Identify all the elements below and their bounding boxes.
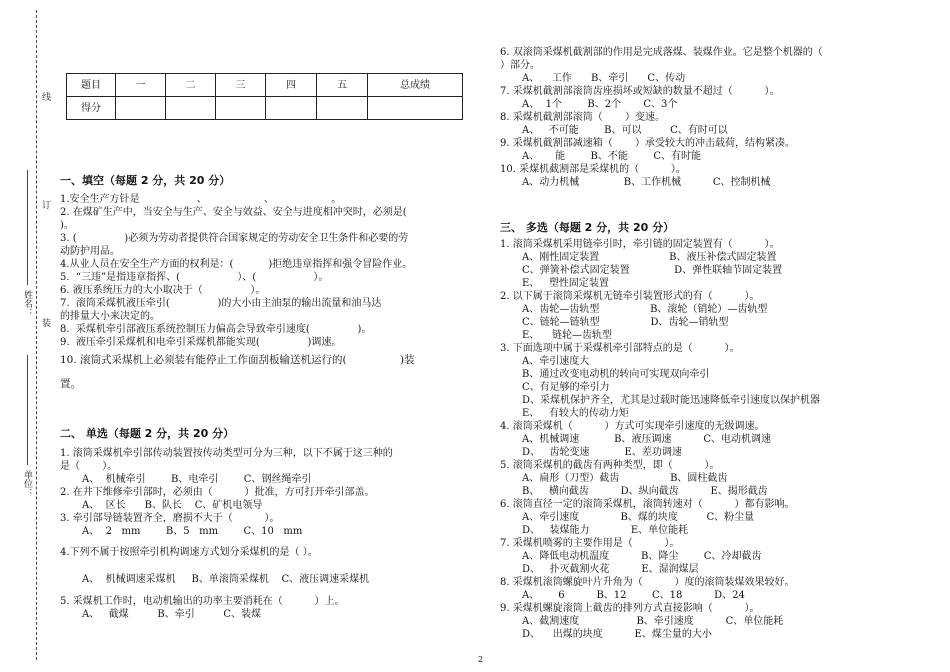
score-cell[interactable] xyxy=(166,97,216,120)
section3-option: D、 出煤的块度 E、煤尘量的大小 xyxy=(522,629,712,640)
section1-line: 置。 xyxy=(60,378,81,390)
section1-line: 10. 滚筒式采煤机上必须装有能停止工作面刮板输送机运行的( )装 xyxy=(60,354,415,366)
score-header-cell: 题目 xyxy=(67,74,116,97)
score-row-label: 得分 xyxy=(67,97,116,120)
section1-line: 7. 滚筒采煤机液压牵引( )的大小由主油泵的输出流量和油马达 xyxy=(60,298,382,309)
name-blank-line xyxy=(27,170,28,285)
score-cell[interactable] xyxy=(266,97,317,120)
score-header-cell: 三 xyxy=(216,74,266,97)
section2-question: 1. 滚筒采煤机牵引部传动装置按传动类型可分为三种，以下不属于这三种的 xyxy=(60,448,393,459)
section3-option: A、截割速度 B、牵引速度 C、单位能耗 xyxy=(522,616,784,627)
binding-dashed-line xyxy=(36,10,37,660)
section1-line: 9. 液压牵引采煤机和电牵引采煤机都能实现( )调速。 xyxy=(60,337,342,348)
section2-options: A、动力机械 B、工作机械 C、控制机械 xyxy=(522,177,771,188)
score-table xyxy=(66,73,463,120)
section1-line: 1.安全生产方针是 、 、 。 xyxy=(60,194,342,205)
name-label: 姓名： xyxy=(22,290,32,317)
section1-line: 2. 在煤矿生产中，当安全与生产、安全与效益、安全与进度相冲突时，必须是( xyxy=(60,207,407,218)
section2-question: ）部分。 xyxy=(500,60,540,71)
binding-margin xyxy=(0,0,50,672)
section3-option: A、牵引速度大 xyxy=(522,356,590,367)
section2-title: 二、 单选（每题 2 分，共 20 分） xyxy=(60,427,235,440)
section2-question: 3. 牵引部导链装置齐全，磨损不大于（ ）。 xyxy=(60,513,280,524)
score-table-header-row xyxy=(67,74,463,97)
section3-question: 9. 采煤机螺旋滚筒上截齿的排列方式直接影响（ ）。 xyxy=(500,603,760,614)
section3-option: A、 6 B、12 C、18 D、24 xyxy=(522,590,745,601)
section1-line: 8. 采煤机牵引部液压系统控制压力偏高会导致牵引速度( )。 xyxy=(60,324,372,335)
score-cell[interactable] xyxy=(216,97,266,120)
section3-option: D、采煤机保护齐全，尤其是过载时能迅速降低牵引速度以保护机器 xyxy=(522,395,821,406)
score-header-cell: 总成绩 xyxy=(368,74,463,97)
section3-option: A、降低电动机温度 B、降尘 C、冷却截齿 xyxy=(522,551,762,562)
score-cell[interactable] xyxy=(116,97,166,120)
binding-label-staple: 订 xyxy=(40,200,50,209)
section3-question: 1. 滚筒采煤机采用链牵引时，牵引链的固定装置有（ ）。 xyxy=(500,239,780,250)
section3-question: 8. 采煤机滚筒螺旋叶片升角为（ ）度的滚筒装煤效果较好。 xyxy=(500,577,795,588)
section3-option: A、刚性固定装置 B、液压补偿式固定装置 xyxy=(522,252,777,263)
unit-label: 单位： xyxy=(22,470,32,497)
section1-line: 4.从业人员在安全生产方面的权利是：( )拒绝违章指挥和强令冒险作业。 xyxy=(60,259,413,270)
score-header-cell: 一 xyxy=(116,74,166,97)
section3-option: E、 链轮—齿轨型 xyxy=(522,330,613,341)
section1-line: 6. 液压系统压力的大小取决于（ ）。 xyxy=(60,285,266,296)
section2-options: A、 1个 B、2个 C、3个 xyxy=(522,99,678,110)
page-number: 2 xyxy=(478,655,484,664)
section3-option: E、 有较大的传动力矩 xyxy=(522,408,629,419)
section2-options: A、 机械调速采煤机 B、单滚筒采煤机 C、液压调速采煤机 xyxy=(82,574,370,585)
section2-question: 5. 采煤机工作时，电动机输出的功率主要消耗在（ ）上。 xyxy=(60,596,345,607)
section1-line: 3. ( )必须为劳动者提供符合国家规定的劳动安全卫生条件和必要的劳 xyxy=(60,233,409,244)
section3-questions xyxy=(500,238,920,641)
score-header-cell: 五 xyxy=(317,74,368,97)
section2-options: A、 不可能 B、可以 C、有时可以 xyxy=(522,125,728,136)
section1-line: )。 xyxy=(60,220,74,231)
section2-question: 8. 采煤机截割部滚筒（ ）变速。 xyxy=(500,112,665,123)
section2-question: 7. 采煤机截割部滚筒齿座损坏或短缺的数量不超过（ ）。 xyxy=(500,86,780,97)
section3-option: D、 装煤能力 E、单位能耗 xyxy=(522,525,689,536)
section3-option: C、有足够的牵引力 xyxy=(522,382,610,393)
section3-option: A、齿轮—齿轨型 B、滚轮（销轮）—齿轨型 xyxy=(522,304,768,315)
section3-option: C、链轮—链轨型 D、齿轮—销轨型 xyxy=(522,317,729,328)
binding-label-line: 线 xyxy=(40,92,50,101)
section2-question: 6. 双滚筒采煤机截割部的作用是完成落煤、装煤作业。它是整个机器的（ xyxy=(500,47,823,58)
section3-option: A、机械调速 B、液压调速 C、电动机调速 xyxy=(522,434,771,445)
section1-questions xyxy=(60,193,470,391)
section2-options: A、 机械牵引 B、电牵引 C、钢丝绳牵引 xyxy=(82,474,312,485)
section3-option: D、 扑灭截割火花 E、湿润煤层 xyxy=(522,564,699,575)
unit-blank-line xyxy=(27,355,28,465)
section2-question: 10. 采煤机截割部是采煤机的（ ）。 xyxy=(500,164,686,175)
section1-line: 的排量大小来决定的。 xyxy=(60,311,160,322)
section1-title: 一、填空（每题 2 分，共 20 分） xyxy=(60,174,231,187)
section2-options: A、 工作 B、牵引 C、传动 xyxy=(522,73,686,84)
score-table-score-row xyxy=(67,97,463,120)
right-column xyxy=(500,6,920,641)
score-header-cell: 二 xyxy=(166,74,216,97)
left-column xyxy=(60,70,470,621)
section3-option: A、扁形（刀型）截齿 B、圆柱截齿 xyxy=(522,473,728,484)
score-header-cell: 四 xyxy=(266,74,317,97)
binding-label-bind: 装 xyxy=(40,318,50,327)
section2-options: A、 截煤 B、牵引 C、装煤 xyxy=(82,609,261,620)
section2-question: 2. 在井下维修牵引部时，必须由（ ）批准，方可打开牵引部盖。 xyxy=(60,487,375,498)
section3-title: 三、 多选（每题 2 分，共 20 分） xyxy=(500,221,675,234)
section3-question: 5. 滚筒采煤机的截齿有两种类型，即（ ）。 xyxy=(500,460,720,471)
section3-option: E、 塑性固定装置 xyxy=(522,278,609,289)
section3-option: D、 齿轮变速 E、差功调速 xyxy=(522,447,682,458)
section2-questions xyxy=(60,447,470,621)
section1-line: 动防护用品。 xyxy=(60,246,120,257)
section3-question: 7. 采煤机喷雾的主要作用是（ ）。 xyxy=(500,538,680,549)
section3-option: B、通过改变电动机的转向可实现双向牵引 xyxy=(522,369,710,380)
score-cell[interactable] xyxy=(368,97,463,120)
section2-question: 4.下列不属于按照牵引机构调速方式划分采煤机的是（ ）。 xyxy=(60,547,318,558)
section2-options: A、 2 mm B、5 mm C、10 mm xyxy=(82,526,303,537)
section2-question: 是（ ）。 xyxy=(60,461,118,472)
section2-options: A、 能 B、不能 C、有时能 xyxy=(522,151,701,162)
score-cell[interactable] xyxy=(317,97,368,120)
section1-line: 5. “三违”是指违章指挥、( ）、( ）。 xyxy=(60,272,329,283)
section3-option: C、弹簧补偿式固定装置 D、弹性联轴节固定装置 xyxy=(522,265,783,276)
section3-option: B、 横向截齿 D、纵向截齿 E、揭形截齿 xyxy=(522,486,768,497)
section3-option: A、牵引速度 B、煤的块度 C、粉尘量 xyxy=(522,512,755,523)
section2-options: A、 区长 B、队长 C、矿机电领导 xyxy=(82,500,263,511)
section3-question: 2. 以下属于滚筒采煤机无链牵引装置形式的有（ ）。 xyxy=(500,291,760,302)
section3-question: 6. 滚筒直径一定的滚筒采煤机，滚筒转速对（ ）都有影响。 xyxy=(500,499,795,510)
section2-question: 9. 采煤机截割部减速箱（ ）承受较大的冲击载荷，结构紧凑。 xyxy=(500,138,795,149)
section3-question: 4. 滚筒采煤机（ ）方式可实现牵引速度的无级调速。 xyxy=(500,421,765,432)
section3-question: 3. 下面选项中属于采煤机牵引部特点的是（ ）。 xyxy=(500,343,740,354)
